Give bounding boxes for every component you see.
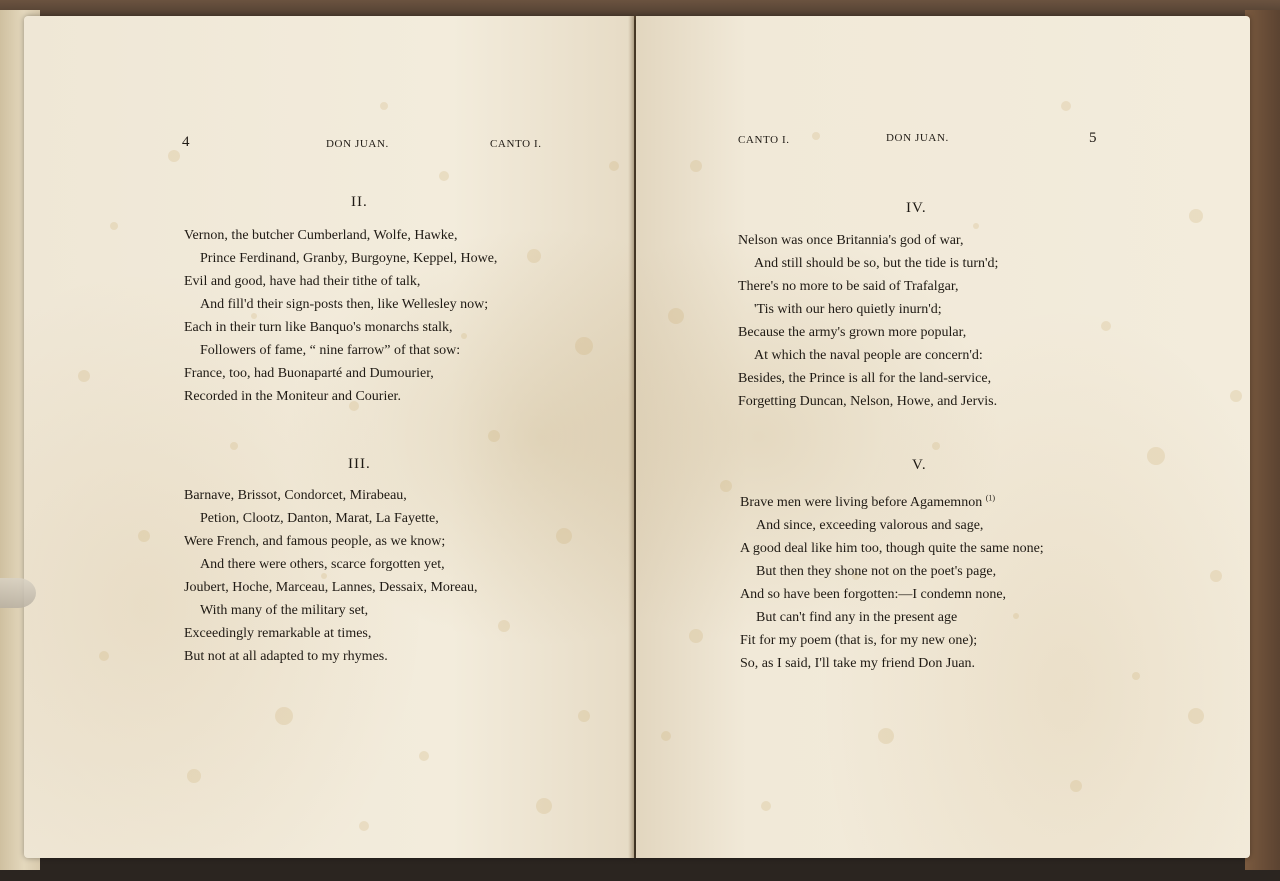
stanza-ii [184,224,497,408]
verse-line: Vernon, the butcher Cumberland, Wolfe, Hawke, [184,228,458,243]
verse-line: A good deal like him too, though quite the same none; [740,541,1044,556]
verse-line: Evil and good, have had their tithe of talk, [184,274,421,289]
verse-line: Each in their turn like Banquo's monarchs stalk, [184,320,453,335]
verse-line: Joubert, Hoche, Marceau, Lannes, Dessaix, Moreau, [184,580,478,595]
verse-line: 'Tis with our hero quietly inurn'd; [754,302,942,317]
verse-line: Barnave, Brissot, Condorcet, Mirabeau, [184,488,407,503]
verse-line: And still should be so, but the tide is turn'd; [754,256,999,271]
stanza-v [740,491,1044,675]
right-page [636,16,1250,858]
verse-line: But not at all adapted to my rhymes. [184,649,388,664]
verse-line: And there were others, scarce forgotten yet, [200,557,445,572]
page-number: 4 [182,134,190,150]
verse-line: And so have been forgotten:—I condemn none, [740,587,1007,602]
stanza-number: II. [351,194,368,210]
stanza-number: V. [912,457,927,473]
verse-line: But then they shone not on the poet's page, [756,564,997,579]
stanza-iv [738,229,998,413]
page-number: 5 [1089,130,1097,146]
verse-line: Exceedingly remarkable at times, [184,626,372,641]
stanza-number: III. [348,456,371,472]
verse-line: At which the naval people are concern'd: [754,348,983,363]
bookmark-ribbon [0,578,36,608]
canto-heading: CANTO I. [490,138,542,150]
verse-line: Because the army's grown more popular, [738,325,967,340]
verse-line: With many of the military set, [200,603,369,618]
verse-line: Followers of fame, “ nine farrow” of that sow: [200,343,461,358]
verse-line-text: Brave men were living before Agamemnon [740,495,983,510]
running-title: DON JUAN. [326,138,389,150]
running-title: DON JUAN. [886,132,949,144]
stanza-number: IV. [906,200,927,216]
footnote-marker: (1) [985,493,996,503]
canto-heading: CANTO I. [738,134,790,146]
verse-line: Prince Ferdinand, Granby, Burgoyne, Keppel, Howe, [200,251,498,266]
verse-line: Petion, Clootz, Danton, Marat, La Fayette, [200,511,439,526]
verse-line: Recorded in the Moniteur and Courier. [184,389,401,404]
verse-line: There's no more to be said of Trafalgar, [738,279,959,294]
verse-line: Were French, and famous people, as we know; [184,534,446,549]
verse-line: Fit for my poem (that is, for my new one); [740,633,978,648]
verse-line: France, too, had Buonaparté and Dumourier, [184,366,434,381]
right-cover-board [1245,10,1280,870]
left-page [24,16,634,858]
stanza-iii [184,484,478,668]
verse-line [740,491,1044,514]
verse-line: Nelson was once Britannia's god of war, [738,233,964,248]
verse-line: Besides, the Prince is all for the land-service, [738,371,992,386]
verse-line: So, as I said, I'll take my friend Don Juan. [740,656,976,671]
verse-line: Forgetting Duncan, Nelson, Howe, and Jervis. [738,394,998,409]
verse-line: And fill'd their sign-posts then, like Wellesley now; [200,297,489,312]
verse-line: And since, exceeding valorous and sage, [756,518,984,533]
verse-line: But can't find any in the present age [756,610,958,625]
